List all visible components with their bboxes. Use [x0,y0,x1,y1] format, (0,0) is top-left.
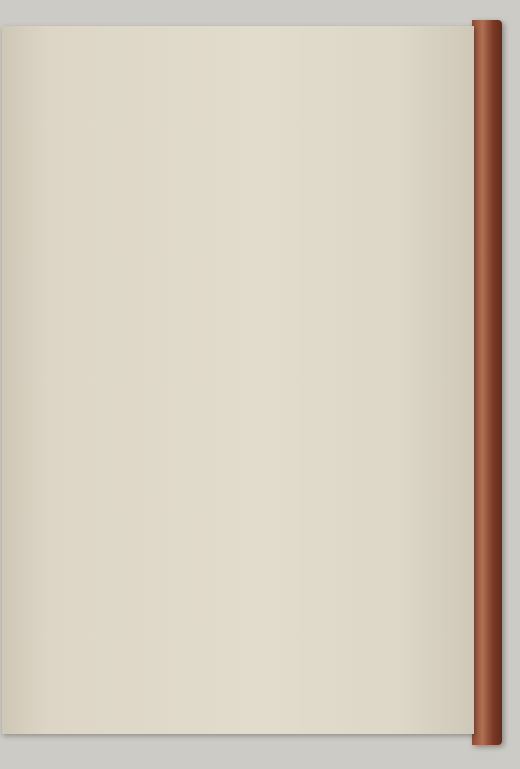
show-through-text [302,66,472,706]
page-header [2,26,474,50]
book-page [2,26,474,734]
page-footer [2,670,474,694]
book-binding-edge [472,20,502,745]
